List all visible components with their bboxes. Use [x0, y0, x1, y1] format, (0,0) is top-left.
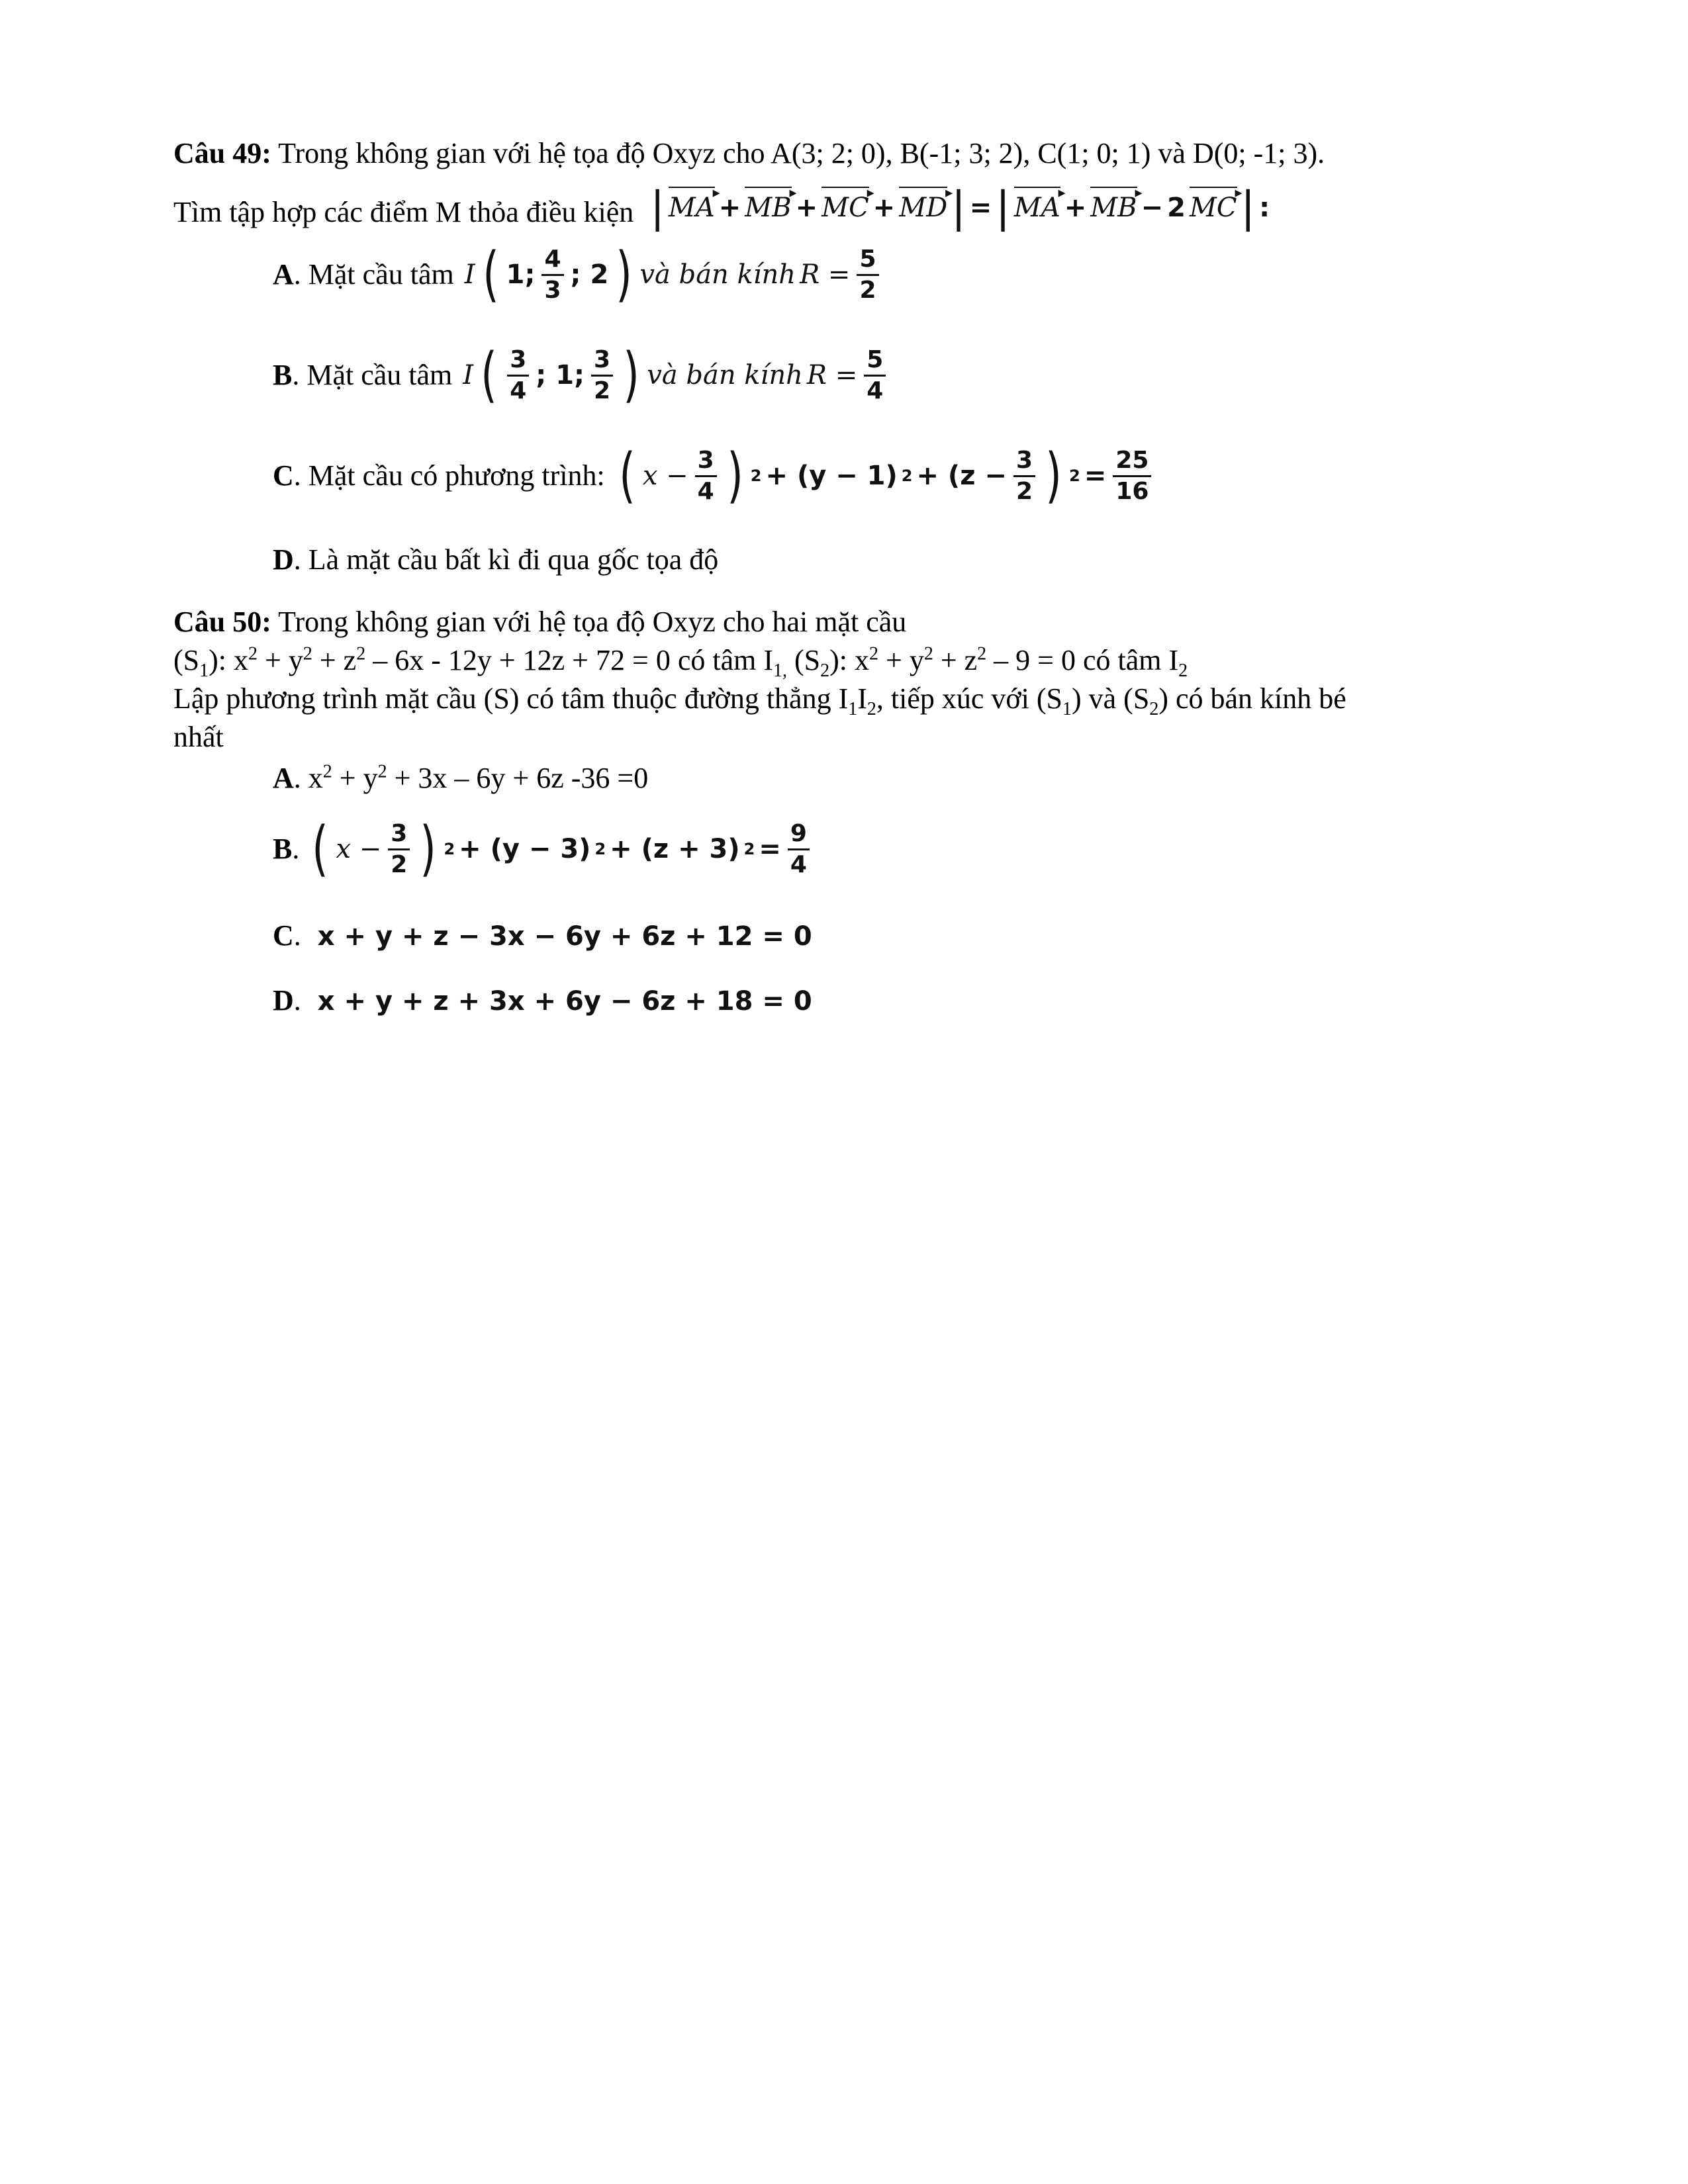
q50-option-a[interactable]: A. $x^2 + y^2 + 3x - 6y + 6z$ -36 =0 — [273, 761, 649, 794]
q50-option-b[interactable]: B . ( x − $\frac{3}{2}$ ) 2 + (y − 3) 2 + (z + 3) 2 = $\frac{9}{4}$ — [273, 813, 812, 886]
q49-option-a[interactable]: A . Mặt cầu tâm I ( 1; $\frac{4}{3}$ ; 2 ) và bán kính R = $\frac{5}{2}$ — [273, 238, 882, 311]
q49-option-c[interactable]: C . Mặt cầu có phương trình: ( x − $\frac{3}{4}$ ) 2 + (y − 1) 2 + (z − $\frac{3}{2}$ ) 2 = $\frac{25}{16}$ — [273, 439, 1154, 512]
option-letter: D — [273, 543, 294, 576]
q49-stem1: Trong không gian với hệ tọa độ Oxyz cho A(3; 2; 0), B(-1; 3; 2), C(1; 0; 1) và D(0; -1; 3). — [278, 137, 1325, 169]
q50-stem1: Trong không gian với hệ tọa độ Oxyz cho hai mặt cầu — [278, 606, 907, 638]
vector-md: ▸ MD — [899, 189, 947, 226]
q49-option-d[interactable]: D. Là mặt cầu bất kì đi qua gốc tọa độ — [273, 543, 719, 576]
option-letter: A — [273, 762, 294, 794]
q49-b-formula: I ( $\frac{3}{4}$ ; 1; $\frac{3}{2}$ ) và bán kính R = $\frac{5}{4}$ — [463, 345, 888, 405]
q49-a-formula: I ( 1; $\frac{4}{3}$ ; 2 ) và bán kính R = $\frac{5}{2}$ — [465, 245, 882, 304]
q50-option-d[interactable]: D. x + y + z + 3x + 6y − 6z + 18 = 0 — [273, 982, 812, 1020]
q50-stem-line1 — [173, 604, 906, 641]
option-letter: B — [273, 359, 293, 391]
vector-mc: ▸ MC — [821, 189, 869, 226]
q49-option-b[interactable]: B . Mặt cầu tâm I ( $\frac{3}{4}$ ; 1; $\frac{3}{2}$ ) và bán kính R = $\frac{5}{4}$ — [273, 339, 888, 412]
q50-stem-line2: $(S_1)$: $x^2 + y^2 + z^2 - 6x - 12y + 12z + 72 = 0$ có tâm $I_{1,}$ $(S_2)$: $x^2 + y^2 + z^2 - 9 = 0$ có tâm $I_2$ — [173, 643, 1188, 681]
q49-c-formula: ( x − $\frac{3}{4}$ ) 2 + (y − 1) 2 + (z − $\frac{3}{2}$ ) 2 = $\frac{25}{16}$ — [616, 446, 1154, 506]
q49-stem-line1 — [173, 135, 1325, 172]
q50-c-formula: x + y + z − 3x − 6y + 6z + 12 = 0 — [317, 921, 812, 952]
vector-ma: ▸ MA — [669, 189, 715, 226]
q50-d-formula: x + y + z + 3x + 6y − 6z + 18 = 0 — [317, 986, 812, 1017]
q50-label: Câu 50: — [173, 606, 271, 638]
q49-label: Câu 49: — [173, 137, 271, 169]
q49-stem-line2 — [173, 183, 1270, 232]
q50-stem-line4: nhất — [173, 721, 224, 753]
q50-stem-line3: Lập phương trình mặt cầu (S) có tâm thuộc đường thẳng $I_1I_2$, tiếp xúc với $(S_1)$ và $(S_2)$ có bán kính bé — [173, 682, 1346, 719]
option-letter: C — [273, 919, 294, 952]
option-letter: D — [273, 984, 294, 1017]
q49-stem2: Tìm tập hợp các điểm M thỏa điều kiện — [173, 196, 634, 228]
q50-option-c[interactable]: C. x + y + z − 3x − 6y + 6z + 12 = 0 — [273, 917, 812, 955]
option-letter: C — [273, 459, 294, 492]
q49-condition: | ▸ MA + ▸ MB + ▸ MC + ▸ MD | = | ▸ MA + ▸ MB − 2 ▸ MC | : — [650, 187, 1270, 229]
vector-mb: ▸ MB — [745, 189, 791, 226]
option-letter: B — [273, 833, 293, 865]
q50-b-formula: ( x − $\frac{3}{2}$ ) 2 + (y − 3) 2 + (z + 3) 2 = $\frac{9}{4}$ — [308, 819, 812, 879]
option-letter: A — [273, 258, 294, 291]
